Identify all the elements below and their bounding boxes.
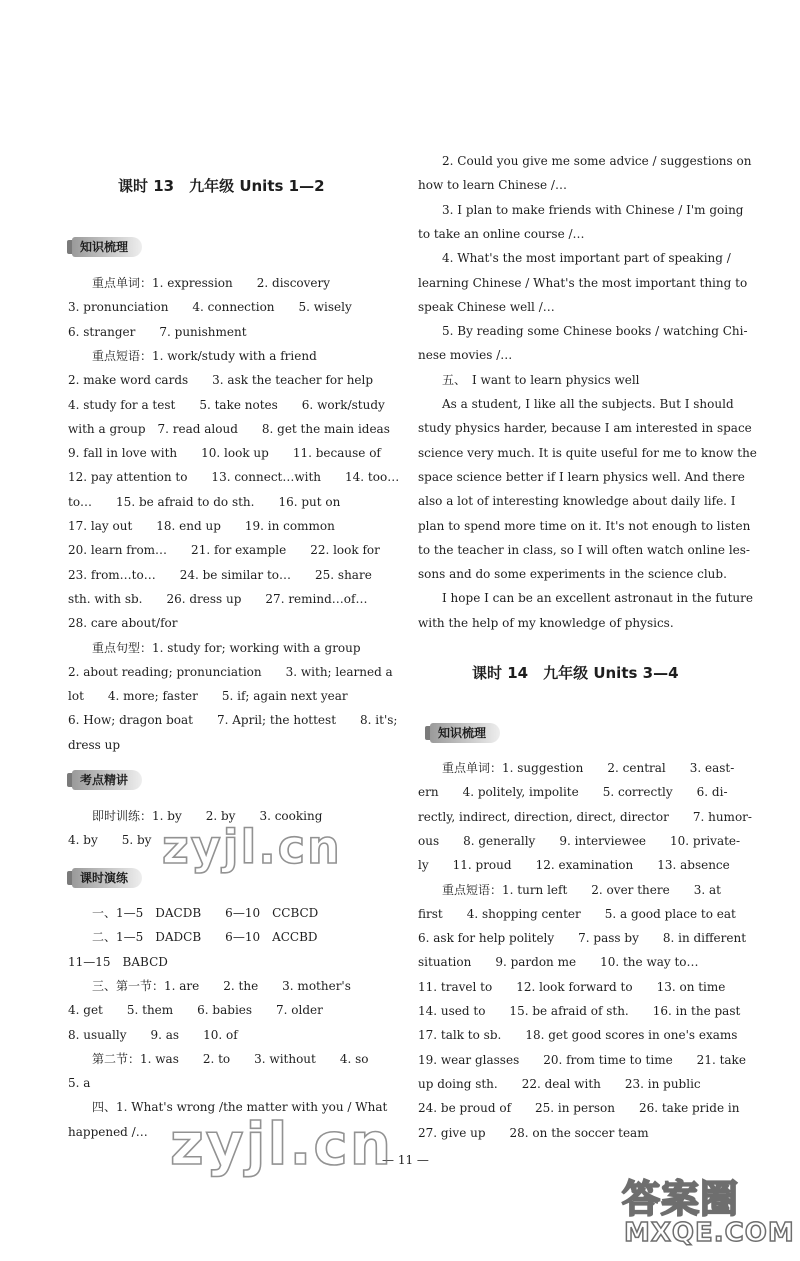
lesson-13-title: 课时 13 九年级 Units 1—2 [118,177,325,195]
key-points-badge: 考点精讲 [72,770,142,790]
text-line: 重点短语：1. work/study with a friend [92,348,317,363]
text-line: 12. pay attention to 13. connect…with 14. too… [68,470,400,485]
text-line: science very much. It is quite useful for me to know the [418,445,757,460]
text-line: 重点句型：1. study for; working with a group [92,640,361,655]
text-line: 27. give up 28. on the soccer team [418,1125,649,1140]
text-line: 20. learn from… 21. for example 22. look for [68,543,380,558]
text-line: study physics harder, because I am interested in space [418,421,752,436]
text-line: 24. be proud of 25. in person 26. take pride in [418,1101,740,1116]
text-line: sons and do some experiments in the science club. [418,567,727,582]
text-line: 14. used to 15. be afraid of sth. 16. in the past [418,1004,741,1018]
text-line: space science better if I learn physics well. And there [418,469,745,484]
watermark-top: zyjl.cn [162,820,342,874]
text-line: 17. lay out 18. end up 19. in common [68,519,335,533]
text-line: 2. make word cards 3. ask the teacher for help [68,373,374,388]
lesson-14-title: 课时 14 九年级 Units 3—4 [472,664,679,682]
text-line: to… 15. be afraid to do sth. 16. put on [68,494,341,509]
watermark-bottom: zyjl.cn [170,1110,394,1178]
knowledge-review-badge-2: 知识梳理 [430,723,500,743]
text-line: 4. by 5. by [68,833,152,848]
lesson-practice-badge: 课时演练 [72,868,142,888]
knowledge-review-badge: 知识梳理 [72,237,142,257]
text-line: ous 8. generally 9. interviewee 10. private- [418,833,741,848]
text-line: with the help of my knowledge of physics. [418,615,674,630]
text-line: 9. fall in love with 10. look up 11. because of [68,446,381,461]
text-line: 11—15 BABCD [68,954,168,969]
text-line: with a group 7. read aloud 8. get the main ideas [68,421,390,436]
text-line: 三、第一节：1. are 2. the 3. mother's [92,978,351,993]
text-line: I hope I can be an excellent astronaut in the future [442,591,753,606]
page-number: — 11 — [382,1153,429,1167]
text-line: speak Chinese well /… [418,299,555,314]
text-line: lot 4. more; faster 5. if; again next year [68,689,348,704]
text-line: learning Chinese / What's the most important thing to [418,275,748,290]
text-line: 重点短语：1. turn left 2. over there 3. at [442,882,721,897]
text-line: 重点单词：1. expression 2. discovery [92,276,331,290]
text-line: dress up [68,737,121,752]
text-line: 4. get 5. them 6. babies 7. older [68,1003,323,1018]
text-line: 即时训练：1. by 2. by 3. cooking [92,809,323,823]
text-line: As a student, I like all the subjects. But I should [442,397,734,411]
text-line: 一、1—5 DACDB 6—10 CCBCD [92,906,319,920]
text-line: 5. By reading some Chinese books / watching Chi- [442,324,748,339]
text-line: 五、 I want to learn physics well [442,372,640,387]
text-line: 第二节：1. was 2. to 3. without 4. so [92,1051,369,1066]
text-line: nese movies /… [418,348,513,363]
text-line: 四、1. What's wrong /the matter with you / What [92,1100,388,1115]
text-line: happened /… [68,1124,148,1139]
text-line: 重点单词：1. suggestion 2. central 3. east- [442,761,735,775]
text-line: up doing sth. 22. deal with 23. in public [418,1076,701,1091]
text-line: 2. Could you give me some advice / suggestions on [442,154,752,168]
text-line: 17. talk to sb. 18. get good scores in one's exams [418,1028,738,1043]
text-line: how to learn Chinese /… [418,178,567,193]
text-line: 19. wear glasses 20. from time to time 21. take [418,1052,746,1067]
text-line: 3. I plan to make friends with Chinese / I'm going [442,202,744,217]
text-line: 28. care about/for [68,616,178,631]
text-line: 6. How; dragon boat 7. April; the hottest 8. it's; [68,713,398,728]
text-line: 8. usually 9. as 10. of [68,1027,238,1042]
text-line: 5. a [68,1076,91,1091]
text-line: ly 11. proud 12. examination 13. absence [418,858,730,873]
text-line: sth. with sb. 26. dress up 27. remind…of… [68,591,368,606]
text-line: 二、1—5 DADCB 6—10 ACCBD [92,930,318,945]
text-line: 4. study for a test 5. take notes 6. work/study [68,397,385,412]
text-line: 3. pronunciation 4. connection 5. wisely [68,300,352,315]
text-line: situation 9. pardon me 10. the way to… [418,955,699,970]
text-line: 11. travel to 12. look forward to 13. on time [418,979,726,994]
text-line: also a lot of interesting knowledge about daily life. I [418,494,736,509]
text-line: 23. from…to… 24. be similar to… 25. share [68,567,372,582]
text-line: first 4. shopping center 5. a good place to eat [418,906,736,921]
logo-chinese-text: 答案圈 [622,1177,740,1221]
text-line: 4. What's the most important part of speaking / [442,251,731,266]
text-line: 6. ask for help politely 7. pass by 8. in different [418,931,747,946]
text-line: to the teacher in class, so I will often watch online les- [418,542,750,557]
text-line: 6. stranger 7. punishment [68,324,247,339]
logo-english-text: MXQE.COM [624,1218,795,1248]
text-line: plan to spend more time on it. It's not enough to listen [418,518,751,533]
mxqe-logo [622,1168,795,1254]
text-line: rectly, indirect, direction, direct, director 7. humor- [418,809,752,824]
text-line: to take an online course /… [418,226,585,241]
text-line: ern 4. politely, impolite 5. correctly 6. di- [418,785,728,800]
text-line: 2. about reading; pronunciation 3. with; learned a [68,664,393,679]
